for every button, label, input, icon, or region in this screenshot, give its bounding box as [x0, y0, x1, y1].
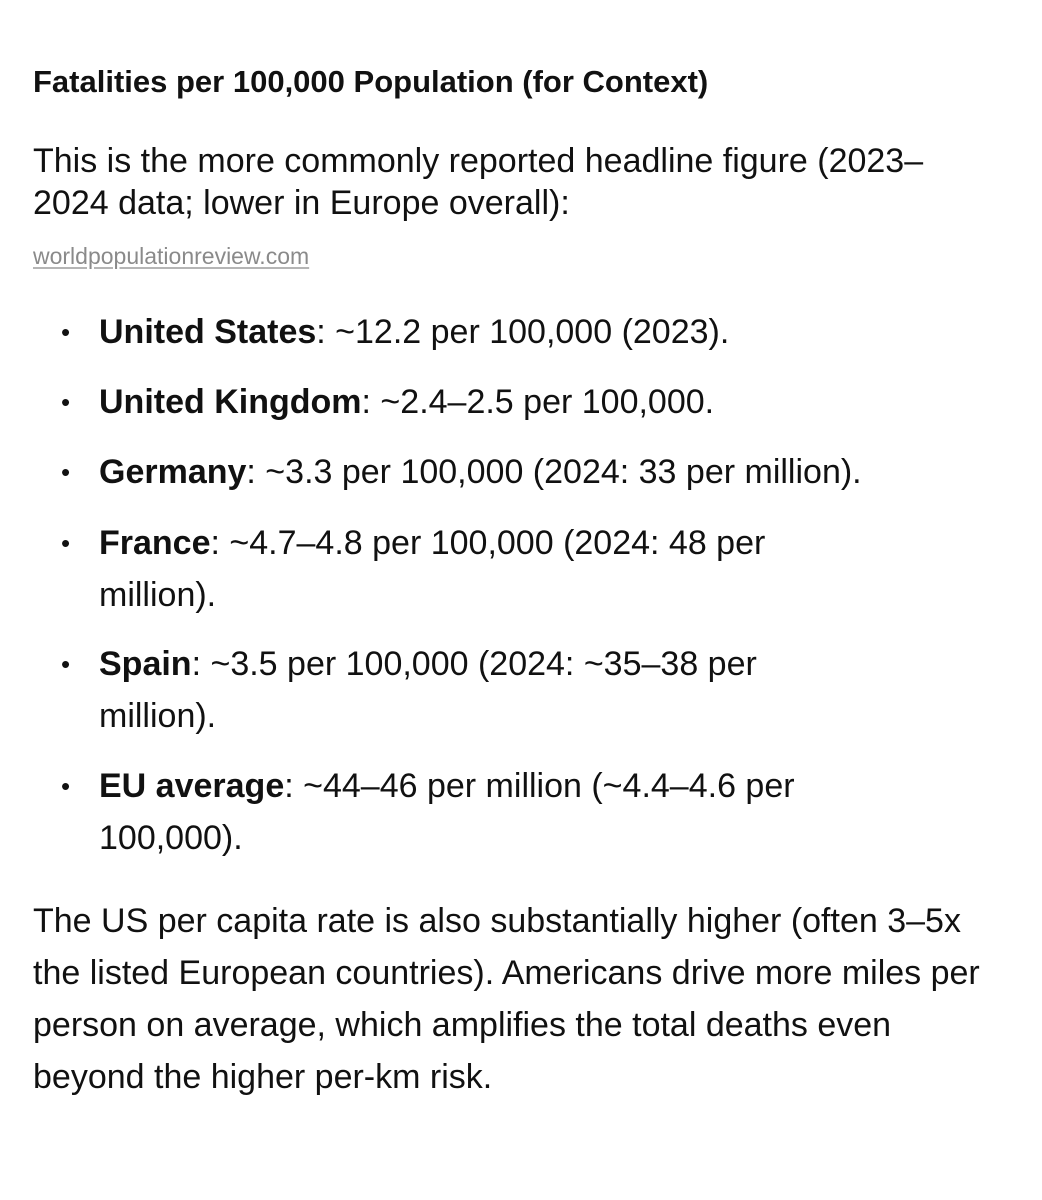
list-item-text	[99, 376, 979, 428]
list-item-text	[99, 446, 999, 498]
list-item-detail: : ~2.4–2.5 per 100,000.	[361, 383, 715, 421]
list-item-detail: : ~3.3 per 100,000 (2024: 33 per million).	[246, 453, 862, 491]
closing-paragraph: The US per capita rate is also substantially higher (often 3–5x the listed European countries). Americans drive more miles per person on average, which amplifies the total deaths even beyond the higher per-km risk.	[33, 902, 980, 1096]
list-item-detail: : ~4.7–4.8 per 100,000 (2024: 48 per million).	[99, 524, 766, 614]
list-item-text	[99, 306, 979, 358]
bullet-icon: •	[61, 387, 71, 417]
list-item-term: EU average	[99, 767, 285, 805]
list-item-term: Spain	[99, 645, 192, 683]
list-item-text	[99, 517, 819, 621]
list-item-term: Germany	[99, 453, 247, 491]
list-item-term: United Kingdom	[99, 383, 362, 421]
list-item-text	[99, 760, 859, 864]
section-heading: Fatalities per 100,000 Population (for Context)	[33, 64, 709, 99]
bullet-icon: •	[61, 317, 71, 347]
bullet-icon: •	[61, 649, 71, 679]
list-item-term: United States	[99, 313, 317, 351]
bullet-icon: •	[61, 528, 71, 558]
list-item-detail: : ~44–46 per million (~4.4–4.6 per 100,000).	[99, 767, 795, 857]
source-link[interactable]: worldpopulationreview.com	[33, 243, 310, 269]
bullet-icon: •	[61, 771, 71, 801]
bullet-icon: •	[61, 457, 71, 487]
list-item-term: France	[99, 524, 211, 562]
intro-paragraph: This is the more commonly reported headline figure (2023–2024 data; lower in Europe overall):	[33, 142, 924, 222]
list-item-text	[99, 638, 819, 742]
list-item-detail: : ~12.2 per 100,000 (2023).	[316, 313, 730, 351]
list-item-detail: : ~3.5 per 100,000 (2024: ~35–38 per million).	[99, 645, 757, 735]
